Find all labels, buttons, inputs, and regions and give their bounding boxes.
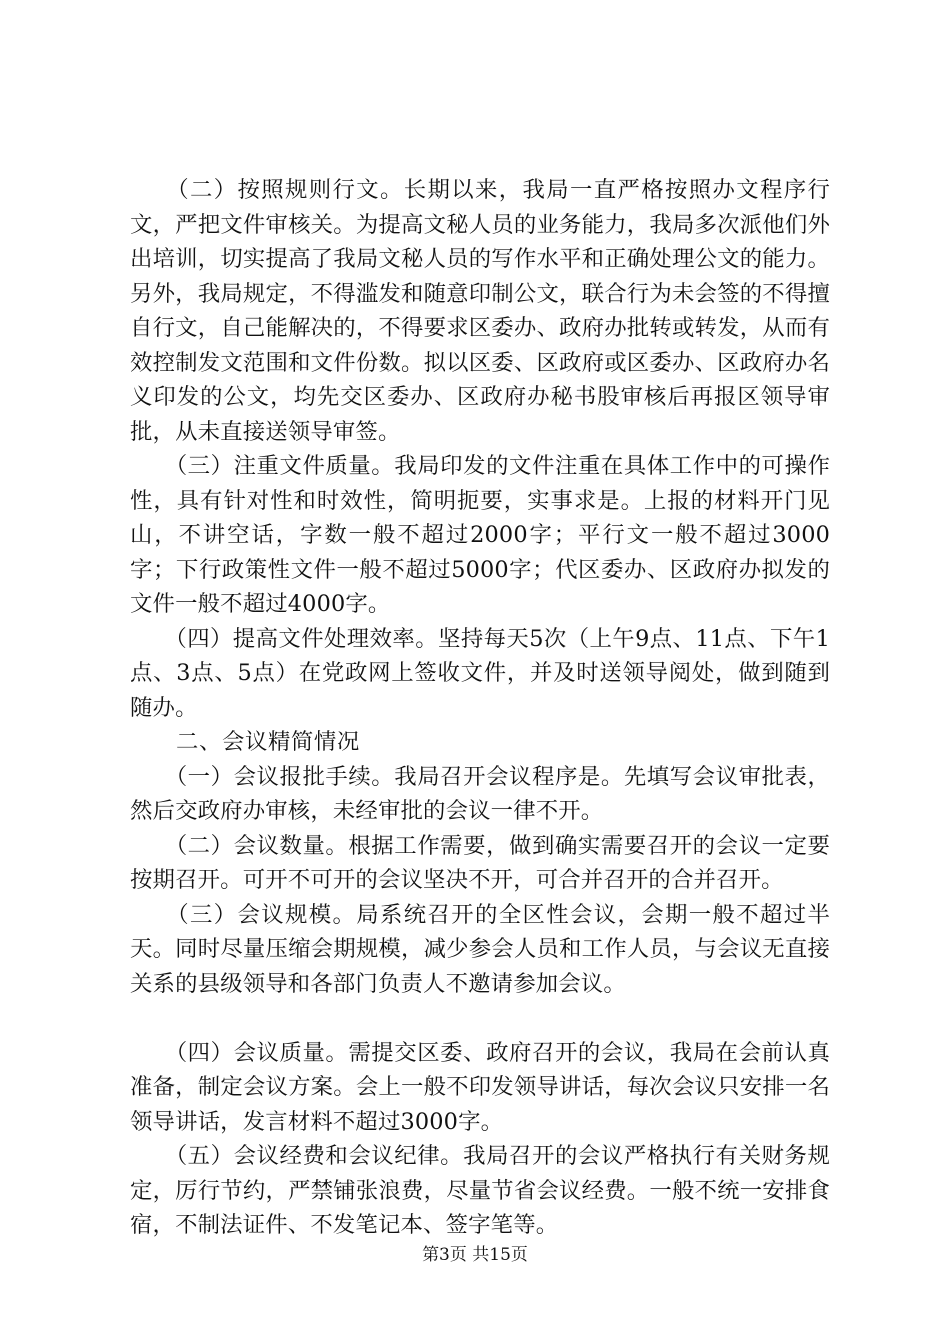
blank-line [130, 1001, 830, 1036]
paragraph-meeting-count: （二）会议数量。根据工作需要，做到确实需要召开的会议一定要按期召开。可开不可开的会议坚决不开，可合并召开的合并召开。 [130, 832, 830, 893]
paragraph-meeting-quality: （四）会议质量。需提交区委、政府召开的会议，我局在会前认真准备，制定会议方案。会上一般不印发领导讲话，每次会议只安排一名领导讲话，发言材料不超过3000字。 [130, 1039, 830, 1135]
paragraph-processing-efficiency: （四）提高文件处理效率。坚持每天5次（上午9点、11点、下午1点、3点、5点）在党政网上签收文件，并及时送领导阅处，做到随到随办。 [130, 625, 830, 721]
document-body [130, 173, 830, 1243]
page-number-footer: 第3页 共15页 [422, 1245, 528, 1265]
paragraph-meeting-expenses: （五）会议经费和会议纪律。我局召开的会议严格执行有关财务规定，厉行节约，严禁铺张浪费，尽量节省会议经费。一般不统一安排食宿，不制法证件、不发笔记本、签字笔等。 [130, 1143, 830, 1238]
paragraph-document-drafting: （二）按照规则行文。长期以来，我局一直严格按照办文程序行文，严把文件审核关。为提高文秘人员的业务能力，我局多次派他们外出培训，切实提高了我局文秘人员的写作水平和正确处理公文的能力。另外，我局规定，不得滥发和随意印制公文，联合行为未会签的不得擅自行文，自己能解决的，不得要求区委办、政府办批转或转发，从而有效控制发文范围和文件份数。拟以区委、区政府或区委办、区政府办名义印发的公文，均先交区委办、区政府办秘书股审核后再报区领导审批，从未直接送领导审签。 [130, 177, 830, 445]
paragraph-meeting-approval: （一）会议报批手续。我局召开会议程序是。先填写会议审批表，然后交政府办审核，未经审批的会议一律不开。 [130, 763, 830, 824]
paragraph-document-quality: （三）注重文件质量。我局印发的文件注重在具体工作中的可操作性，具有针对性和时效性，简明扼要，实事求是。上报的材料开门见山，不讲空话，字数一般不超过2000字；平行文一般不超过3000字；下行政策性文件一般不超过5000字；代区委办、区政府办拟发的文件一般不超过4000字。 [130, 453, 830, 617]
section-heading-meetings: 二、会议精简情况 [130, 729, 360, 755]
paragraph-meeting-scale: （三）会议规模。局系统召开的全区性会议，会期一般不超过半天。同时尽量压缩会期规模，减少参会人员和工作人员，与会议无直接关系的县级领导和各部门负责人不邀请参加会议。 [130, 901, 830, 997]
